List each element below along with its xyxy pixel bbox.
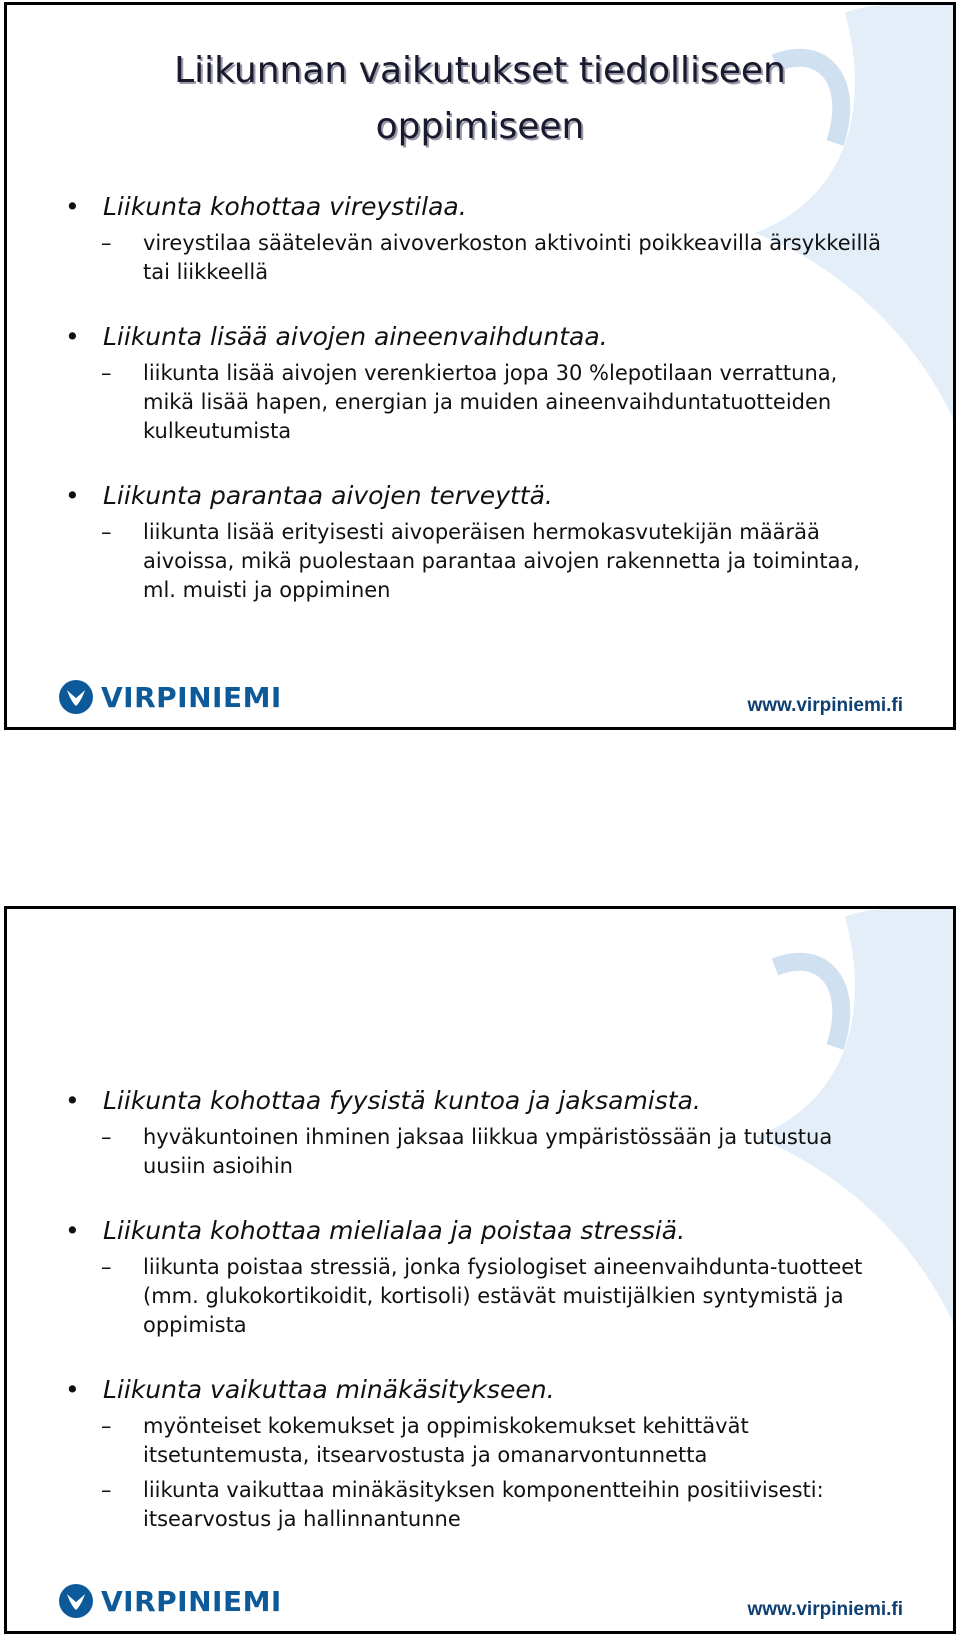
sub-text: myönteiset kokemukset ja oppimiskokemukset kehittävät itsetuntemusta, itsearvostusta ja omanarvontunnetta	[143, 1414, 749, 1467]
sub-item	[63, 1476, 893, 1534]
bullet-text: Liikunta kohottaa fyysistä kuntoa ja jaksamista.	[103, 1086, 701, 1115]
sub-dash: –	[101, 231, 112, 255]
logo-text: VIRPINIEMI	[101, 680, 282, 714]
sub-dash: –	[101, 1478, 112, 1502]
bullet-item	[63, 1215, 893, 1247]
slide-2-content	[63, 1085, 893, 1534]
bullet-dot: •	[65, 1086, 80, 1115]
sub-item	[63, 1253, 893, 1340]
logo-text: VIRPINIEMI	[101, 1584, 282, 1618]
sub-text: vireystilaa säätelevän aivoverkoston aktivointi poikkeavilla ärsykkeillä tai liikkeellä	[143, 231, 881, 284]
sub-item	[63, 229, 893, 287]
sub-text: liikunta lisää erityisesti aivoperäisen hermokasvutekijän määrää aivoissa, mikä puolestaan parantaa aivojen rakennetta ja toimintaa, ml. muisti ja oppiminen	[143, 520, 860, 602]
slide-1	[4, 2, 956, 730]
sub-text: hyväkuntoinen ihminen jaksaa liikkua ympäristössään ja tutustua uusiin asioihin	[143, 1125, 833, 1178]
sub-dash: –	[101, 520, 112, 544]
bullet-text: Liikunta vaikuttaa minäkäsitykseen.	[103, 1375, 555, 1404]
bullet-item	[63, 1085, 893, 1117]
bullet-item	[63, 480, 893, 512]
bullet-dot: •	[65, 322, 80, 351]
footer-url[interactable]: www.virpiniemi.fi	[747, 1599, 903, 1620]
sub-item	[63, 518, 893, 605]
sub-item	[63, 1412, 893, 1470]
logo-mark-icon	[57, 1582, 95, 1620]
sub-dash: –	[101, 1255, 112, 1279]
slide-title-line-2: oppimiseen	[375, 106, 585, 147]
slide-title-line-1: Liikunnan vaikutukset tiedolliseen	[174, 50, 786, 91]
bullet-item	[63, 1374, 893, 1406]
logo-mark-icon	[57, 678, 95, 716]
bullet-text: Liikunta parantaa aivojen terveyttä.	[103, 481, 553, 510]
virpiniemi-logo	[57, 675, 282, 719]
sub-text: liikunta lisää aivojen verenkiertoa jopa 30 %lepotilaan verrattuna, mikä lisää hapen, energian ja muiden aineenvaihduntatuotteiden kulkeutumista	[143, 361, 838, 443]
bullet-text: Liikunta lisää aivojen aineenvaihduntaa.	[103, 322, 608, 351]
bullet-dot: •	[65, 192, 80, 221]
sub-dash: –	[101, 1414, 112, 1438]
sub-text: liikunta vaikuttaa minäkäsityksen komponentteihin positiivisesti: itsearvostus ja hallinnantunne	[143, 1478, 824, 1531]
bullet-text: Liikunta kohottaa vireystilaa.	[103, 192, 467, 221]
virpiniemi-logo	[57, 1579, 282, 1623]
sub-dash: –	[101, 1125, 112, 1149]
bullet-item	[63, 321, 893, 353]
sub-item	[63, 1123, 893, 1181]
sub-item	[63, 359, 893, 446]
bullet-text: Liikunta kohottaa mielialaa ja poistaa stressiä.	[103, 1216, 686, 1245]
bullet-dot: •	[65, 1375, 80, 1404]
bullet-dot: •	[65, 1216, 80, 1245]
footer-url[interactable]: www.virpiniemi.fi	[747, 695, 903, 716]
sub-text: liikunta poistaa stressiä, jonka fysiologiset aineenvaihdunta-tuotteet (mm. glukokortikoidit, kortisoli) estävät muistijälkien syntymistä ja oppimista	[143, 1255, 863, 1337]
sub-dash: –	[101, 361, 112, 385]
bullet-dot: •	[65, 481, 80, 510]
slide-2	[4, 906, 956, 1634]
slide-title	[7, 43, 953, 155]
bullet-item	[63, 191, 893, 223]
slide-1-content	[63, 191, 893, 605]
